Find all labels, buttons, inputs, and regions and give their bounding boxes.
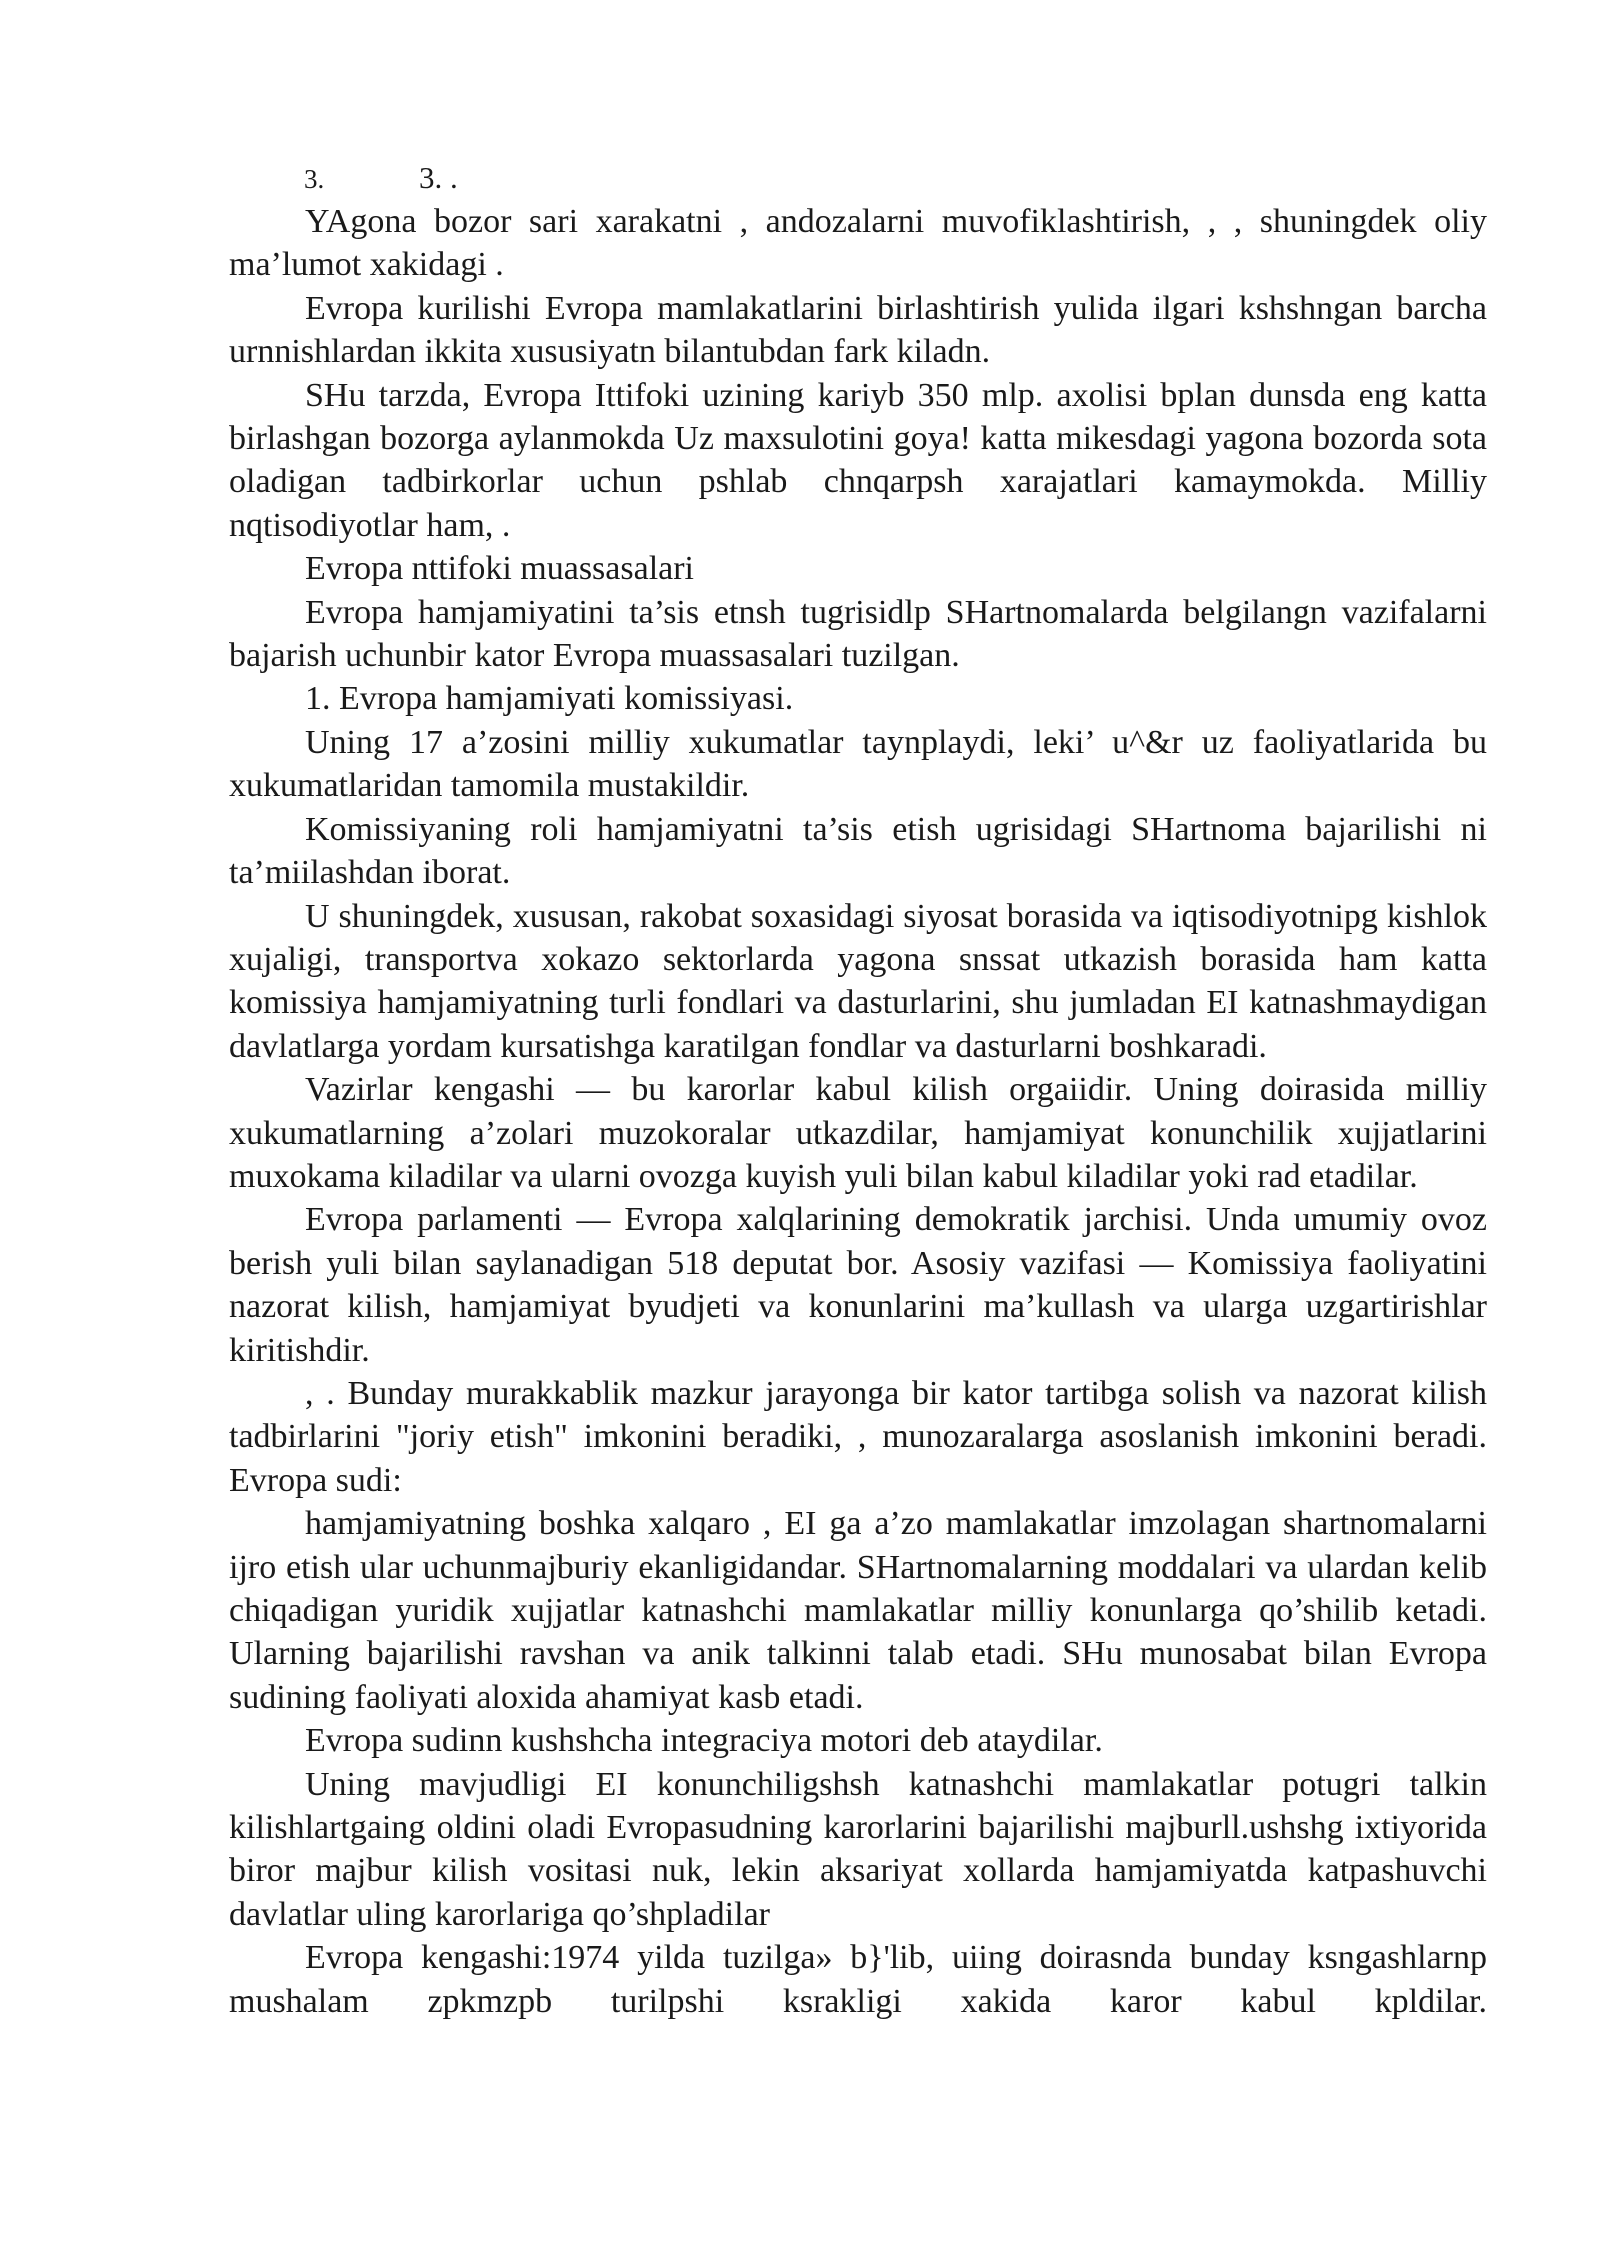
heading-number: 3. [304,164,325,194]
heading-label: 3. . [419,160,458,195]
paragraph-1: YAgona bozor sari xarakatni , andozalarni muvofiklashtirish, , , shuningdek oliy ma’lumot xakidagi . [229,203,1487,284]
paragraph-10: Vazirlar kengashi — bu karorlar kabul kilish orgaiidir. Uning doirasida milliy xukumatlarning a’zolari muzokoralar utkazdilar, hamjamiyat konunchilik xujjatlarini muxokama kiladilar va ularni ovozga kuyish yuli bilan kabul kiladilar yoki rad etadilar. [229,1071,1487,1195]
paragraph-15: Uning mavjudligi EI konunchiligshsh katnashchi mamlakatlar potugri talkin kilishlartgaing oldini oladi Evropasudning karorlarini bajarilishi majburll.ushshg ixtiyorida biror majbur kilish vositasi nuk, lekin aksariyat xollarda hamjamiyatda katpashuvchi davlatlar uling karorlariga qo’shpladilar [229,1765,1487,1933]
paragraph-11: Evropa parlamenti — Evropa xalqlarining demokratik jarchisi. Unda umumiy ovoz berish yuli bilan saylanadigan 518 deputat bor. Asosiy vazifasi — Komissiya faoliyatini nazorat kilish, hamjamiyat byudjeti va konunlarini ma’kullash va ularga uzgartirishlar kiritishdir. [229,1201,1487,1369]
section-heading [229,156,1487,200]
paragraph-2: Evropa kurilishi Evropa mamlakatlarini birlashtirish yulida ilgari kshshngan barcha urnnishlardan ikkita xususiyatn bilantubdan fark kiladn. [229,289,1487,371]
paragraph-8: Komissiyaning roli hamjamiyatni ta’sis etish ugrisidagi SHartnoma bajarilishi ni ta’miilashdan iborat. [229,810,1487,892]
paragraph-14: Evropa sudinn kushshcha integraciya motori deb ataydilar. [305,1722,1103,1760]
paragraph-16: Evropa kengashi:1974 yilda tuzilga» b}'lib, uiing doirasnda bunday ksngashlarnp mushalam zpkmzpb turilpshi ksrakligi xakida karor kabul kpldilar. [229,1939,1487,2020]
paragraph-9: U shuningdek, xususan, rakobat soxasidagi siyosat borasida va iqtisodiyotnipg kishlok xujaligi, transportva xokazo sektorlarda yagona snssat utkazish borasida ham katta komissiya hamjamiyatning turli fondlari va dasturlarini, shu jumladan EI katnashmaydigan davlatlarga yordam kursatishga karatilgan fondlar va dasturlarni boshkaradi. [229,897,1487,1065]
list-item-commission: 1. Evropa hamjamiyati komissiyasi. [305,680,794,718]
paragraph-7: Uning 17 a’zosini milliy xukumatlar taynplaydi, leki’ u^&r uz faoliyatlarida bu xukumatlaridan tamomila mustakildir. [229,723,1487,805]
subheading-institutions: Evropa nttifoki muassasalari [305,550,695,588]
document-page [229,156,1487,2023]
paragraph-5: Evropa hamjamiyatini ta’sis etnsh tugrisidlp SHartnomalarda belgilangn vazifalarni bajarish uchunbir kator Evropa muassasalari tuzilgan. [229,593,1487,675]
paragraph-13: hamjamiyatning boshka xalqaro , EI ga a’zo mamlakatlar imzolagan shartnomalarni ijro etish ular uchunmajburiy ekanligidandar. SHartnomalarning moddalari va ulardan kelib chiqadigan yuridik xujjatlar katnashchi mamlakatlar milliy konunlarga qo’shilib ketadi. Ularning bajarilishi ravshan va anik talkinni talab etadi. SHu munosabat bilan Evropa sudining faoliyati aloxida ahamiyat kasb etadi. [229,1505,1487,1716]
paragraph-12: , . Bunday murakkablik mazkur jarayonga bir kator tartibga solish va nazorat kilish tadbirlarini "joriy etish" imkonini beradiki, , munozaralarga asoslanish imkonini beradi. Evropa sudi: [229,1374,1487,1499]
paragraph-3: SHu tarzda, Evropa Ittifoki uzining kariyb 350 mlp. axolisi bplan dunsda eng katta birlashgan bozorga aylanmokda Uz maxsulotini goya! katta mikesdagi yagona bozorda sota oladigan tadbirkorlar uchun pshlab chnqarpsh xarajatlari kamaymokda. Milliy nqtisodiyotlar ham, . [229,376,1487,544]
